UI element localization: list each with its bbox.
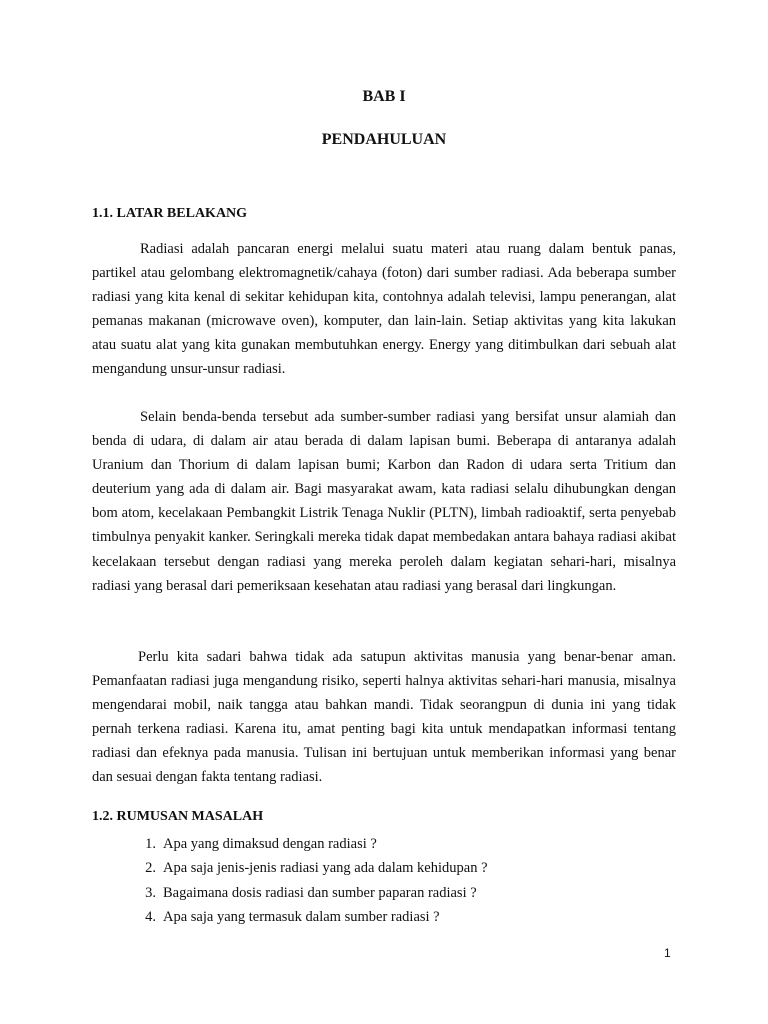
list-item-text: Apa saja yang termasuk dalam sumber radiasi ? [163, 908, 440, 925]
list-item [92, 832, 676, 856]
list-item [92, 881, 676, 905]
question-list [92, 832, 676, 929]
list-item-text: Apa saja jenis-jenis radiasi yang ada dalam kehidupan ? [163, 860, 488, 877]
list-item-number: 4. [145, 908, 156, 925]
list-item [92, 905, 676, 929]
list-item [92, 856, 676, 880]
section-heading-latar-belakang: 1.1. LATAR BELAKANG [92, 206, 248, 221]
list-item-number: 2. [145, 860, 156, 877]
paragraph-2: Selain benda-benda tersebut ada sumber-sumber radiasi yang bersifat unsur alamiah dan benda di udara, di dalam air atau berada di dalam lapisan bumi. Beberapa di antaranya adalah Uranium dan Thorium di dalam lapisan bumi; Karbon dan Radon di udara serta Tritium dan deuterium yang ada di dalam air. Bagi masyarakat awam, kata radiasi selalu dihubungkan dengan bom atom, kecelakaan Pembangkit Listrik Tenaga Nuklir (PLTN), limbah radioaktif, serta penyebab timbulnya penyakit kanker. Seringkali mereka tidak dapat membedakan antara bahaya radiasi akibat kecelakaan tersebut dengan radiasi yang mereka peroleh dalam kegiatan sehari-hari, misalnya radiasi yang berasal dari pemeriksaan kesehatan atau radiasi yang berasal dari lingkungan. [92, 409, 676, 594]
chapter-title: PENDAHULUAN [321, 131, 447, 148]
page-number: 1 [664, 946, 671, 960]
list-item-number: 3. [145, 884, 156, 901]
paragraph-1: Radiasi adalah pancaran energi melalui suatu materi atau ruang dalam bentuk panas, partikel atau gelombang elektromagnetik/cahaya (foton) dari sumber radiasi. Ada beberapa sumber radiasi yang kita kenal di sekitar kehidupan kita, contohnya adalah televisi, lampu penerangan, alat pemanas makanan (microwave oven), komputer, dan lain-lain. Setiap aktivitas yang kita lakukan atau suatu alat yang kita gunakan membutuhkan energy. Energy yang ditimbulkan dari sebuah alat mengandung unsur-unsur radiasi. [92, 241, 676, 378]
list-item-text: Bagaimana dosis radiasi dan sumber paparan radiasi ? [163, 884, 477, 901]
section-heading-rumusan-masalah: 1.2. RUMUSAN MASALAH [92, 809, 264, 824]
list-item-text: Apa yang dimaksud dengan radiasi ? [163, 836, 377, 852]
paragraph-3: Perlu kita sadari bahwa tidak ada satupun aktivitas manusia yang benar-benar aman. Pemanfaatan radiasi juga mengandung risiko, seperti halnya aktivitas sehari-hari manusia, misalnya mengendarai mobil, naik tangga atau bahkan mandi. Tidak seorangpun di dunia ini yang tidak pernah terkena radiasi. Karena itu, amat penting bagi kita untuk mendapatkan informasi tentang radiasi dan efeknya pada manusia. Tulisan ini bertujuan untuk memberikan informasi yang benar dan sesuai dengan fakta tentang radiasi. [92, 649, 676, 786]
chapter-number: BAB I [362, 88, 406, 105]
list-item-number: 1. [145, 836, 156, 852]
